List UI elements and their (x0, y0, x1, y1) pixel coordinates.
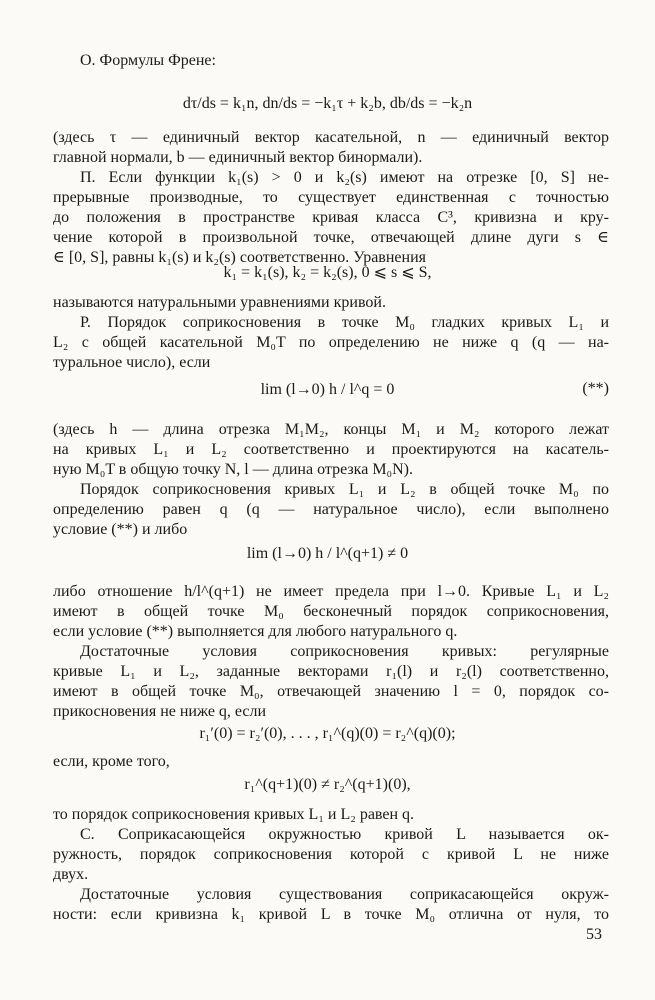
frenet-formulas: dτ/ds = k₁n, dn/ds = −k₁τ + k₂b, db/ds = −k₂n (182, 95, 473, 112)
limit-formula-2: lim (l→0) h / l^(q+1) ≠ 0 (246, 545, 409, 562)
natural-equations-formula: k₁ = k₁(s), k₂ = k₂(s), 0 ⩽ s ⩽ S, (223, 264, 432, 281)
text-line: L₂ с общей касательной M₀T по определению не ниже q (q — на- (53, 334, 609, 351)
text-line: С. Соприкасающейся окружностью кривой L называется ок- (80, 826, 609, 843)
text-line: имеют в общей точке M₀, отвечающей значению l = 0, порядок со- (53, 683, 609, 700)
text-line: ности: если кривизна k₁ кривой L в точке M₀ отлична от нуля, то (53, 906, 609, 923)
page-number: 53 (586, 926, 602, 943)
text-line: если условие (**) выполняется для любого натурального q. (53, 623, 458, 640)
text-line: либо отношение h/l^(q+1) не имеет предела при l→0. Кривые L₁ и L₂ (53, 583, 609, 600)
derivative-inequality-formula: r₁^(q+1)(0) ≠ r₂^(q+1)(0), (244, 776, 411, 793)
text-line: прикосновения не ниже q, если (53, 703, 267, 720)
text-line: Порядок соприкосновения кривых L₁ и L₂ в общей точке M₀ по (80, 481, 609, 498)
text-line: прерывные производные, то существует единственная с точностью (53, 189, 609, 206)
derivative-equality-formula: r₁′(0) = r₂′(0), . . . , r₁^(q)(0) = r₂^(q)(0); (199, 725, 456, 742)
text-line: условие (**) и либо (53, 521, 188, 538)
text-line: имеют в общей точке M₀ бесконечный порядок соприкосновения, (53, 603, 609, 620)
text-line: то порядок соприкосновения кривых L₁ и L₂ равен q. (53, 806, 415, 823)
text-line: ружность, порядок соприкосновения которой с кривой L не ниже (53, 846, 609, 863)
text-line: главной нормали, b — единичный вектор бинормали). (53, 149, 423, 166)
text-line: туральное число), если (53, 354, 211, 371)
text-line: ∈ [0, S], равны k₁(s) и k₂(s) соответственно. Уравнения (53, 249, 426, 266)
section-heading: О. Формулы Френе: (80, 52, 216, 69)
text-line: (здесь τ — единичный вектор касательной, n — единичный вектор (53, 129, 609, 146)
text-line: кривые L₁ и L₂, заданные векторами r₁(l) и r₂(l) соответственно, (53, 663, 609, 680)
text-line: ную M₀T в общую точку N, l — длина отрезка M₀N). (53, 461, 413, 478)
text-line: Достаточные условия существования соприкасающейся окруж- (80, 886, 609, 903)
text-line: П. Если функции k₁(s) > 0 и k₂(s) имеют на отрезке [0, S] не- (80, 169, 609, 186)
text-line: (здесь h — длина отрезка M₁M₂, концы M₁ и M₂ которого лежат (53, 421, 609, 438)
text-line: чение которой в произвольной точке, отвечающей длине дуги s ∈ (53, 229, 609, 246)
equation-tag: (**) (582, 380, 609, 397)
text-line: до положения в пространстве кривая класса C³, кривизна и кру- (53, 209, 609, 226)
text-line: называются натуральными уравнениями кривой. (53, 294, 386, 311)
text-line: если, кроме того, (53, 753, 170, 770)
text-line: двух. (53, 866, 89, 883)
text-line: определению равен q (q — натуральное число), если выполнено (53, 501, 609, 518)
limit-formula: lim (l→0) h / l^q = 0 (260, 381, 395, 398)
text-line: Р. Порядок соприкосновения в точке M₀ гладких кривых L₁ и (80, 314, 609, 331)
text-line: на кривых L₁ и L₂ соответственно и проектируются на касатель- (53, 441, 609, 458)
text-line: Достаточные условия соприкосновения кривых: регулярные (80, 643, 609, 660)
